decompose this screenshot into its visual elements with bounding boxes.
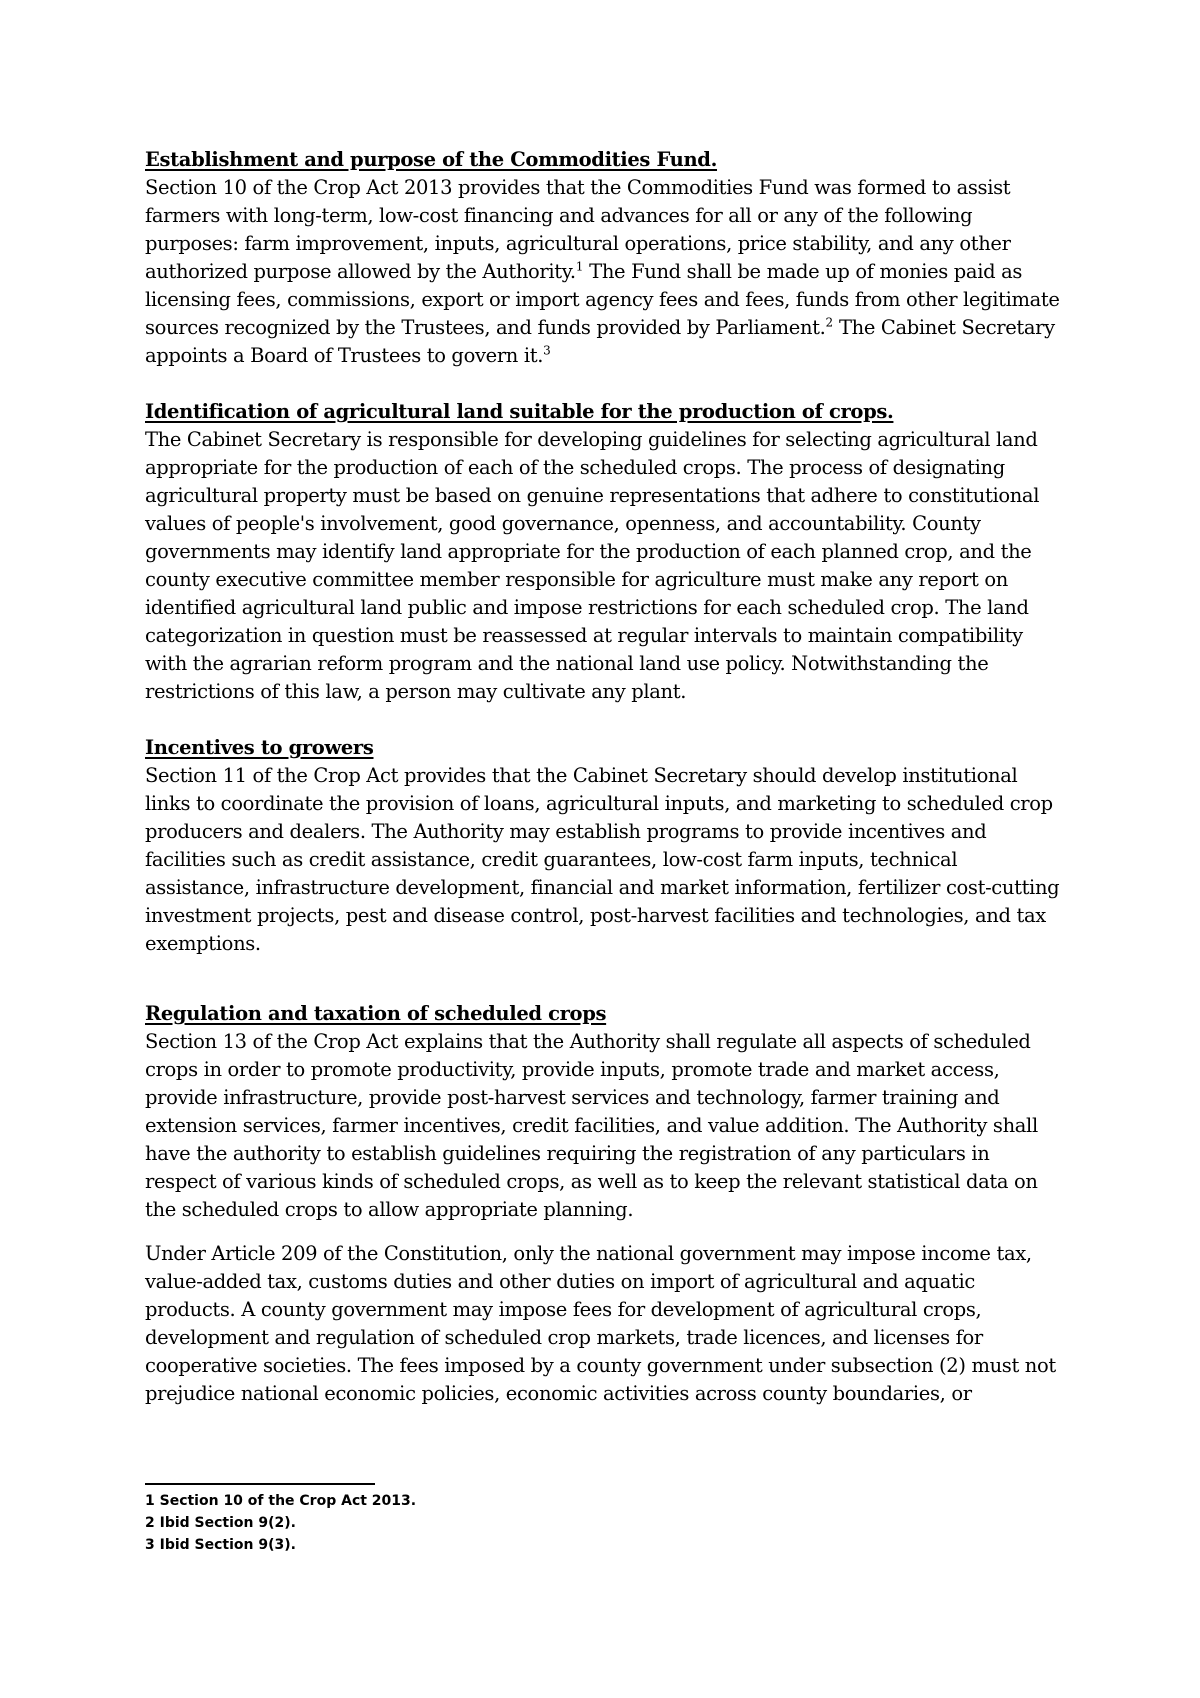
section-commodities-fund [145, 146, 1065, 370]
section-regulation-taxation [145, 1000, 1065, 1408]
footnote-ref[interactable]: 3 [543, 343, 551, 358]
section-paragraph: The Cabinet Secretary is responsible for developing guidelines for selecting agricultural land appropriate for the production of each of the scheduled crops. The process of designating agricultural property must be based on genuine representations that adhere to constitutional values of people's involvement, good governance, openness, and accountability. County governments may identify land appropriate for the production of each planned crop, and the county executive committee member responsible for agriculture must make any report on identified agricultural land public and impose restrictions for each scheduled crop. The land categorization in question must be reassessed at regular intervals to maintain compatibility with the agrarian reform program and the national land use policy. Notwithstanding the restrictions of this law, a person may cultivate any plant. [145, 428, 1040, 703]
section-heading: Establishment and purpose of the Commodities Fund. [145, 148, 718, 171]
footnote-item: 1 Section 10 of the Crop Act 2013. [145, 1493, 417, 1509]
footnotes [145, 1490, 745, 1556]
paragraph-text: Section 10 of the Crop Act 2013 provides that the Commodities Fund was formed to assist farmers with long-term, low-cost financing and advances for all or any of the following purposes: farm improvement, inputs, agricultural operations, price stability, and any other authorized purpose allowed by the Authority. [145, 176, 1011, 283]
section-paragraph [145, 174, 1065, 370]
section-incentives [145, 734, 1065, 958]
section-paragraph: Under Article 209 of the Constitution, only the national government may impose income tax, value-added tax, customs duties and other duties on import of agricultural and aquatic products. A county government may impose fees for development of agricultural crops, development and regulation of scheduled crop markets, trade licences, and licenses for cooperative societies. The fees imposed by a county government under subsection (2) must not prejudice national economic policies, economic activities across county boundaries, or [145, 1242, 1056, 1405]
section-heading: Regulation and taxation of scheduled crops [145, 1002, 607, 1025]
section-paragraph: Section 11 of the Crop Act provides that the Cabinet Secretary should develop institutional links to coordinate the provision of loans, agricultural inputs, and marketing to scheduled crop producers and dealers. The Authority may establish programs to provide incentives and facilities such as credit assistance, credit guarantees, low-cost farm inputs, technical assistance, infrastructure development, financial and market information, fertilizer cost-cutting investment projects, pest and disease control, post-harvest facilities and technologies, and tax exemptions. [145, 764, 1060, 955]
section-land-identification [145, 398, 1065, 706]
document-body [145, 146, 1065, 1408]
section-heading: Identification of agricultural land suitable for the production of crops. [145, 400, 894, 423]
footnote-separator [145, 1483, 375, 1485]
footnote-ref[interactable]: 2 [825, 315, 834, 330]
footnote-item: 2 Ibid Section 9(2). [145, 1515, 296, 1531]
section-paragraph: Section 13 of the Crop Act explains that the Authority shall regulate all aspects of scheduled crops in order to promote productivity, provide inputs, promote trade and market access, provide infrastructure, provide post-harvest services and technology, farmer training and extension services, farmer incentives, credit facilities, and value addition. The Authority shall have the authority to establish guidelines requiring the registration of any particulars in respect of various kinds of scheduled crops, as well as to keep the relevant statistical data on the scheduled crops to allow appropriate planning. [145, 1030, 1038, 1221]
footnote-item: 3 Ibid Section 9(3). [145, 1537, 296, 1553]
footnote-ref[interactable]: 1 [575, 259, 584, 274]
paragraph-text: The Fund shall be made up of monies paid as licensing fees, commissions, export or import agency fees and fees, funds from other legitimate sources recognized by the Trustees, and funds provided by Parliament. [145, 260, 1060, 339]
paragraph-text: The Cabinet Secretary appoints a Board of Trustees to govern it. [145, 316, 1055, 367]
section-heading: Incentives to growers [145, 736, 374, 759]
